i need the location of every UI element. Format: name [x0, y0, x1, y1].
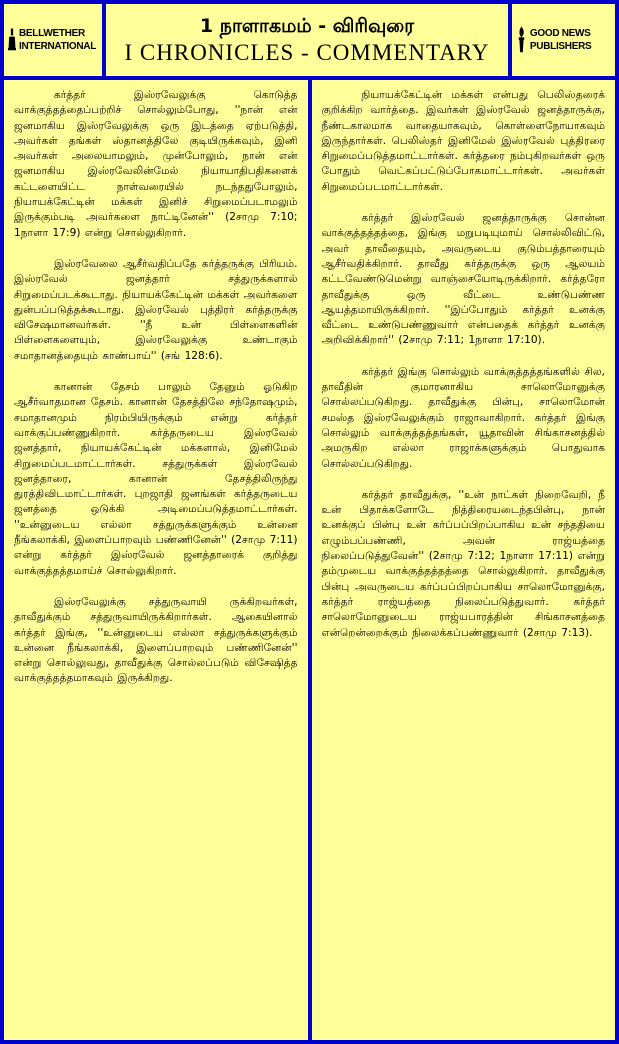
paragraph: கர்த்தர் இங்கு சொல்லும் வாக்குத்தத்தங்களில் சில, தாவீதின் குமாரனாகிய சாலொமோனுக்கு சொல்லப்படுகிறது. தாவீதுக்கு பின்பு, சாலொமோன் சமஸ்த இஸ்ரவேலுக்கும் ராஜாவாகிறார். கர்த்தர் இங்கு சொல்லும் வாக்குத்தத்தங்கள், யூதாவின் சிங்காசனத்தில் அமருகிற எல்லா ராஜாக்களுக்கும் பொதுவாக சொல்லப்படுகிறது.: [321, 365, 605, 470]
title-box: [106, 4, 508, 76]
good-news-logo: [512, 4, 615, 76]
bellwether-logo-text: BELLWETHER INTERNATIONAL: [19, 28, 97, 52]
right-column: [312, 80, 616, 1040]
paragraph: கர்த்தர் தாவீதுக்கு, ''உன் நாட்கள் நிறைவேறி, நீ உன் பிதாக்களோடே நித்திரையடைந்தபின்பு, நான் உனக்குப் பின்பு உன் கர்ப்பப்பிறப்பாகிய உன் சந்ததியை எழும்பப்பண்ணி, அவன் ராஜ்யத்தை நிலைப்படுத்துவேன்'' (2சாமு 7:12; 1நாளா 17:11) என்று தம்முடைய வாக்குத்தத்தத்தை சொல்லுகிறார். தாவீதுக்கு பின்பு அவருடைய கர்ப்பப்பிறப்பாகிய சாலொமோனுக்கு, கர்த்தர் ராஜ்யத்தை நிலைப்படுத்துவார். கர்த்தர் சாலொமோனுடைய ராஜ்யபாரத்தின் சிங்காசனத்தை என்றென்றைக்கும் நிலைக்கப்பண்ணுவார் (2சாமு 7:13).: [321, 488, 605, 639]
good-news-logo-text: GOOD NEWS PUBLISHERS: [529, 28, 592, 52]
paragraph: கர்த்தர் இஸ்ரவேல் ஜனத்தாருக்கு சொன்ன வாக்குத்தத்தத்தை, இங்கு மறுபடியுமாய் சொல்லிவிட்டு, அவர் தாவீதையும், அவருடைய குடும்பத்தாரையும் ஆசீர்வதிக்கிறார். தாவீது கர்த்தருக்கு ஒரு ஆலயம் கட்டவேண்டுமென்று வாஞ்சையோடிருக்கிறார். கர்த்தரோ தாவீதுக்கு ஒரு வீட்டை உண்டுபண்ண ஆயத்தமாயிருக்கிறார். ''இப்போதும் கர்த்தர் உனக்கு வீட்டை உண்டுபண்ணுவார் என்பதைக் கர்த்தர் உனக்கு அறிவிக்கிறார்'' (2சாமு 7:11; 1நாளா 17:10).: [321, 212, 605, 347]
left-column: [4, 80, 308, 1040]
commentary-columns: [4, 80, 615, 1040]
title-tamil: 1 நாளாகமம் - விரிவுரை: [199, 15, 415, 37]
paragraph: இஸ்ரவேலுக்கு சத்துருவாயி ருக்கிறவர்கள், தாவீதுக்கும் சத்துருவாயிருக்கிறார்கள். ஆகையினால் கர்த்தர் இங்கு, ''உன்னுடைய எல்லா சத்துருக்களுக்கும் உன்னை நீங்கலாக்கி, இளைப்பாறவும் பண்ணினேன்'' என்று சொல்லுவது, தாவீதுக்கு சொல்லப்படும் விசேஷித்த வாக்குத்தத்தமாகவும் இருக்கிறது.: [14, 595, 298, 685]
paragraph: கானான் தேசம் பாலும் தேனும் ஓடுகிற ஆசீர்வாதமான தேசம். கானான் தேசத்திலே சந்தோஷமும், சமாதானமும் நிரம்பியிருக்கும் என்று கர்த்தர் வாக்குப்பண்ணுகிறார். கர்த்தருடைய இஸ்ரவேல் ஜனத்தார், நியாயக்கேட்டின் மக்களால், இனிமேல் சிறுமைப்படமாட்டார்கள். சத்துருக்கள் இஸ்ரவேல் ஜனத்தாரை, கானான் தேசத்திலிருந்து துரத்திவிடமாட்டார்கள். புறஜாதி ஜனங்கள் கர்த்தருடைய ஜனத்தை ஒடுக்கி அடிமைப்படுத்தமாட்டார்கள். ''உன்னுடைய எல்லா சத்துருக்களுக்கும் உன்னை நீங்கலாக்கி, இளைப்பாறவும் பண்ணினேன்'' (2சாமு 7:11) என்று கர்த்தர் இஸ்ரவேல் ஜனத்தாரைக் குறித்து வாக்குத்தத்தமாய்ச் சொல்லுகிறார்.: [14, 381, 298, 577]
paragraph: கர்த்தர் இஸ்ரவேலுக்கு கொடுத்த வாக்குத்தத்தைப்பற்றிச் சொல்லும்போது, ''நான் என் ஜனமாகிய இஸ்ரவேலுக்கு ஒரு இடத்தை ஏற்படுத்தி, அவர்கள் தங்கள் ஸ்தானத்திலே குடியிருக்கவும், இனி அவர்கள் அலையாமலும், முன்போலும், நான் என் ஜனமாகிய இஸ்ரவேலின்மேல் நியாயாதிபதிகளைக் கட்டளையிட்ட நாள்வரையில் நடந்ததுபோலும், நியாயக்கேட்டின் மக்கள் இனிச் சிறுமைப்படாமலும் இருக்கும்படி அவர்களை நாட்டினேன்'' (2சாமு 7:10; 1நாளா 17:9) என்று சொல்லுகிறார்.: [14, 89, 298, 239]
title-english: I CHRONICLES - COMMENTARY: [124, 40, 490, 65]
torch-icon: [516, 20, 527, 60]
header: [4, 4, 615, 76]
paragraph: இஸ்ரவேலை ஆசீர்வதிப்பதே கர்த்தருக்கு பிரியம். இஸ்ரவேல் ஜனத்தார் சத்துருக்களால் சிறுமைப்படக்கூடாது. நியாயக்கேட்டின் மக்கள் அவர்களை துன்பப்படுத்தக்கூடாது. இஸ்ரவேல் புத்திரர் கர்த்தருக்கு விசேஷமானவர்கள். ''நீ உன் பிள்ளைகளின் பிள்ளைகளையும், இஸ்ரவேலுக்கு உண்டாகும் சமாதானத்தையும் காண்பாய்'' (சங் 128:6).: [14, 257, 298, 362]
hand-bell-icon: [8, 20, 16, 60]
bellwether-logo: [4, 4, 102, 76]
paragraph: நியாயக்கேட்டின் மக்கள் என்பது பெலிஸ்தரைக் குறிக்கிற வார்த்தை. இவர்கள் இஸ்ரவேல் ஜனத்தாருக்கு, நீண்டகாலமாக வாதையாகவும், கொள்ளைநோயாகவும் இருந்தார்கள். பெலிஸ்தர் இனிமேல் இஸ்ரவேல் புத்திரரை சிறுமைப்படுத்தமாட்டார்கள். கர்த்தரை நம்புகிறவர்கள் ஒரு போதும் வெட்கப்பட்டுப்போகமாட்டார்கள். அவர்கள் சிறுமைப்படமாட்டார்கள்.: [321, 89, 605, 193]
